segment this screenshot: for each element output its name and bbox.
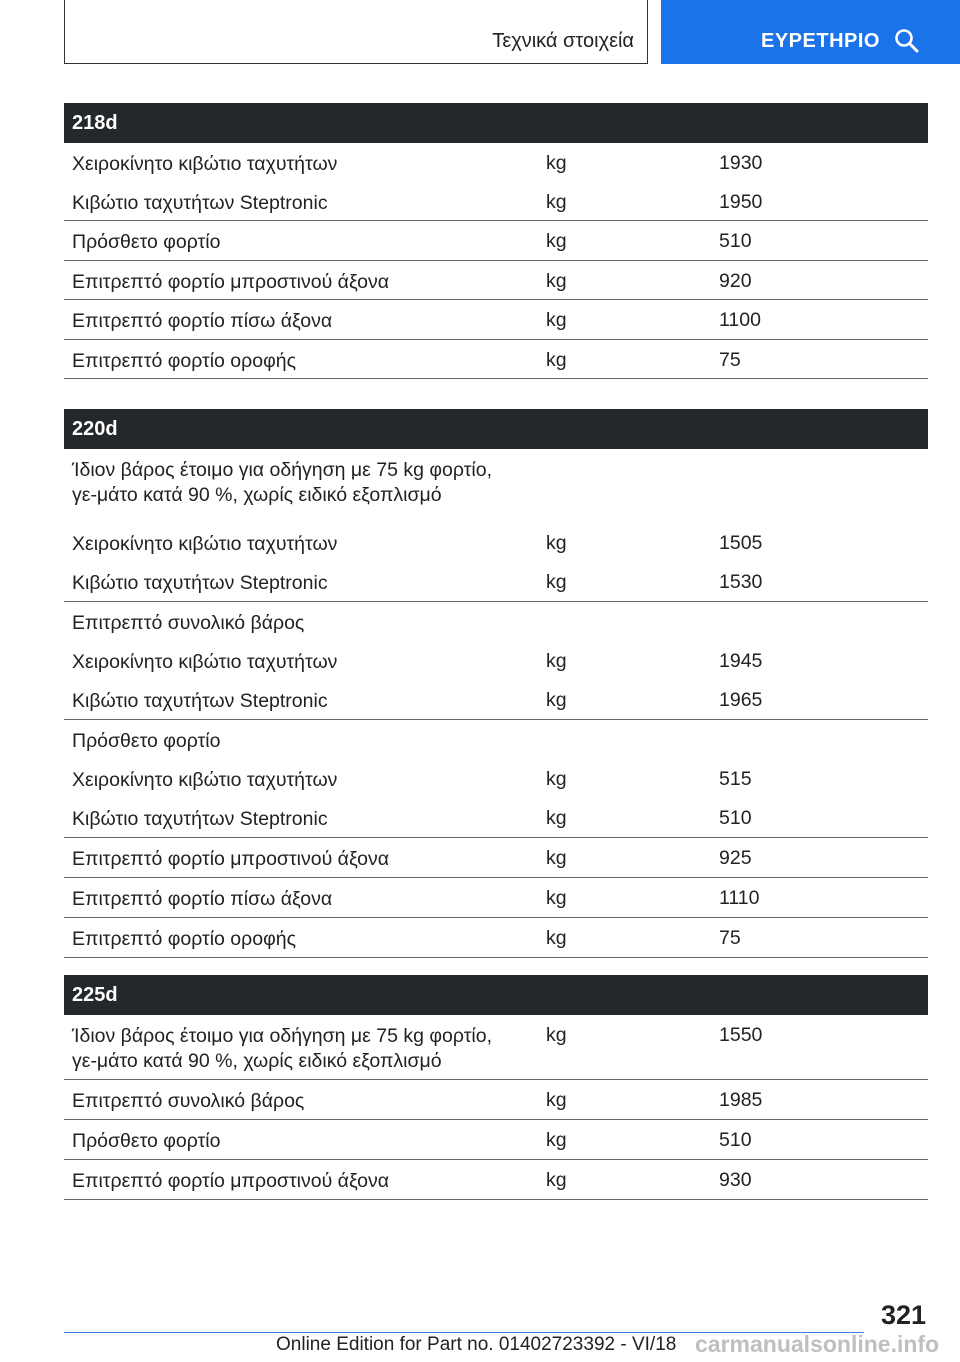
row-label: Χειροκίνητο κιβώτιο ταχυτήτων — [72, 651, 338, 673]
row-label: Επιτρεπτό συνολικό βάρος — [72, 1090, 305, 1112]
row-unit: kg — [546, 927, 567, 949]
row-label: Επιτρεπτό φορτίο μπροστινού άξονα — [72, 270, 390, 293]
row-value: 1530 — [719, 571, 763, 593]
table-row — [64, 720, 928, 759]
row-value: 1965 — [719, 689, 763, 711]
table-row — [64, 918, 928, 958]
row-unit: kg — [546, 1089, 567, 1111]
section-heading: 220d — [64, 409, 928, 449]
table-row — [64, 641, 928, 680]
row-value: 510 — [719, 230, 752, 252]
table-row — [64, 221, 928, 261]
table-row — [64, 1120, 928, 1160]
row-value: 1945 — [719, 650, 763, 672]
row-unit: kg — [546, 887, 567, 909]
row-label: Κιβώτιο ταχυτήτων Steptronic — [72, 690, 328, 712]
search-icon — [894, 28, 920, 54]
row-label: Χειροκίνητο κιβώτιο ταχυτήτων — [72, 533, 338, 555]
index-button[interactable] — [661, 0, 960, 64]
table-row — [64, 449, 928, 523]
row-label: Επιτρεπτό φορτίο οροφής — [72, 349, 296, 372]
table-row — [64, 1080, 928, 1120]
index-label: ΕΥΡΕΤΗΡΙΟ — [761, 30, 880, 52]
row-unit: kg — [546, 309, 567, 331]
row-unit: kg — [546, 689, 567, 711]
table-row — [64, 878, 928, 918]
row-label: Επιτρεπτό φορτίο πίσω άξονα — [72, 310, 333, 332]
row-label: Κιβώτιο ταχυτήτων Steptronic — [72, 808, 328, 830]
row-label: Επιτρεπτό φορτίο οροφής — [72, 928, 296, 950]
row-label: Κιβώτιο ταχυτήτων Steptronic — [72, 572, 328, 594]
row-value: 930 — [719, 1169, 752, 1191]
row-value: 510 — [719, 807, 752, 829]
table-row — [64, 1015, 928, 1080]
section-218d — [64, 103, 928, 379]
table-row — [64, 798, 928, 838]
row-unit: kg — [546, 768, 567, 790]
row-value: 1505 — [719, 532, 763, 554]
table-row — [64, 261, 928, 301]
table-row — [64, 182, 928, 221]
section-220d — [64, 409, 928, 958]
table-row — [64, 562, 928, 602]
row-value: 1950 — [719, 191, 763, 213]
row-value: 1550 — [719, 1024, 763, 1046]
row-label: Πρόσθετο φορτίο — [72, 231, 221, 253]
row-label: Χειροκίνητο κιβώτιο ταχυτήτων — [72, 769, 338, 791]
row-unit: kg — [546, 1024, 567, 1046]
table-row — [64, 838, 928, 878]
row-label: Επιτρεπτό φορτίο πίσω άξονα — [72, 888, 333, 910]
row-unit: kg — [546, 650, 567, 672]
table-row — [64, 523, 928, 562]
row-unit: kg — [546, 532, 567, 554]
row-value: 1100 — [719, 309, 761, 331]
row-value: 75 — [719, 348, 741, 371]
row-value: 515 — [719, 768, 752, 790]
row-unit: kg — [546, 230, 567, 252]
row-unit: kg — [546, 191, 567, 213]
row-unit: kg — [546, 807, 567, 829]
row-unit: kg — [546, 847, 567, 869]
row-value: 1985 — [719, 1089, 763, 1111]
row-unit: kg — [546, 1129, 567, 1151]
row-unit: kg — [546, 152, 567, 174]
row-value: 925 — [719, 847, 752, 869]
row-label: Επιτρεπτό φορτίο μπροστινού άξονα — [72, 1170, 390, 1192]
row-value: 920 — [719, 269, 752, 292]
row-unit: kg — [546, 1169, 567, 1191]
row-label: Πρόσθετο φορτίο — [72, 730, 221, 752]
page-number: 321 — [880, 1300, 926, 1330]
table-row — [64, 759, 928, 798]
header-section-tab[interactable] — [64, 0, 648, 64]
table-row — [64, 300, 928, 340]
row-value: 510 — [719, 1129, 752, 1151]
row-unit: kg — [546, 571, 567, 593]
row-label: Πρόσθετο φορτίο — [72, 1130, 221, 1152]
row-label: Κιβώτιο ταχυτήτων Steptronic — [72, 192, 328, 214]
row-value: 1110 — [719, 887, 760, 909]
row-unit: kg — [546, 269, 567, 292]
section-heading: 218d — [64, 103, 928, 143]
table-row — [64, 143, 928, 182]
section-225d — [64, 975, 928, 1200]
section-title: Τεχνικά στοιχεία — [492, 30, 634, 52]
row-label: Επιτρεπτό συνολικό βάρος — [72, 612, 305, 634]
table-row — [64, 1160, 928, 1200]
row-value: 1930 — [719, 152, 763, 174]
watermark: carmanualsonline.info — [695, 1331, 940, 1357]
table-row — [64, 340, 928, 380]
row-unit: kg — [546, 348, 567, 371]
row-value: 75 — [719, 927, 741, 949]
table-row — [64, 680, 928, 720]
row-label: Ίδιον βάρος έτοιμο για οδήγηση με 75 kg φορτίο, γε-μάτο κατά 90 %, χωρίς ειδικό εξοπλισμό — [72, 459, 493, 506]
row-label: Επιτρεπτό φορτίο μπροστινού άξονα — [72, 848, 390, 870]
row-label: Ίδιον βάρος έτοιμο για οδήγηση με 75 kg φορτίο, γε-μάτο κατά 90 %, χωρίς ειδικό εξοπλισμό — [72, 1025, 493, 1072]
row-label: Χειροκίνητο κιβώτιο ταχυτήτων — [72, 153, 338, 175]
section-heading: 225d — [64, 975, 928, 1015]
table-row — [64, 602, 928, 641]
footer-edition: Online Edition for Part no. 01402723392 - VI/18 — [276, 1334, 677, 1355]
